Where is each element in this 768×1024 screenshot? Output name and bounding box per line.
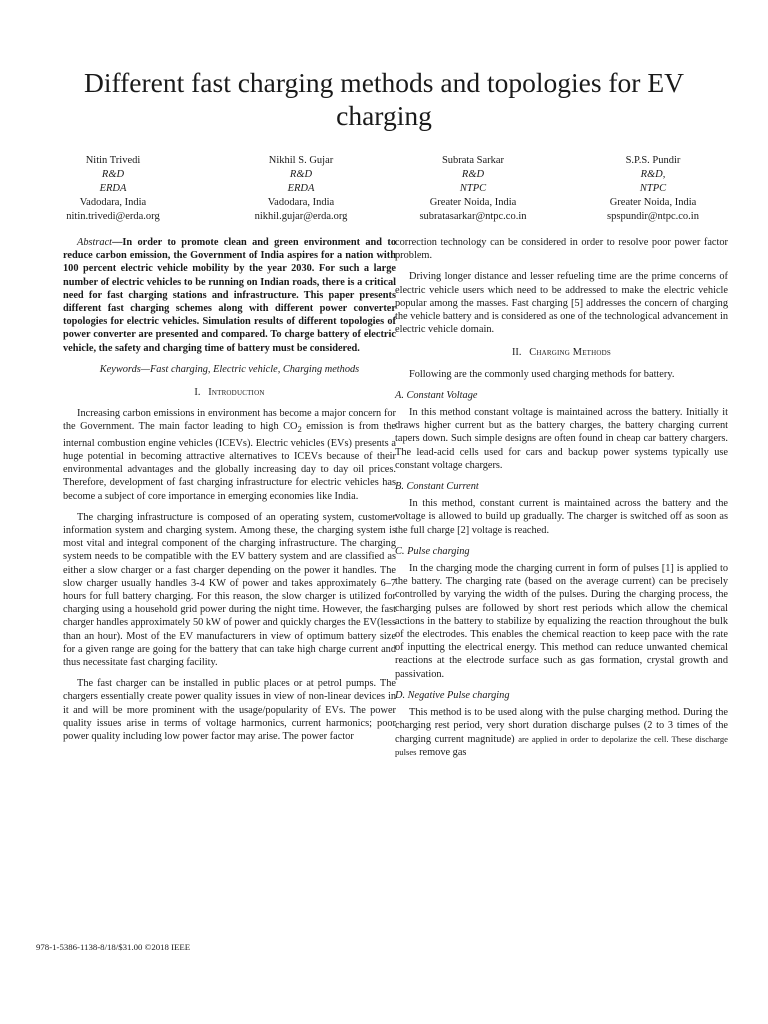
section-heading-introduction [63,386,396,399]
author-email: subratasarkar@ntpc.co.in [419,211,527,222]
paragraph-text: remove gas [416,746,467,758]
author-dept: R&D [289,169,313,180]
subsection-heading: C. Pulse charging [395,545,470,557]
author-name: Subrata Sarkar [441,155,505,166]
author-email: nikhil.gujar@erda.org [254,211,348,222]
author-org: ERDA [287,183,315,194]
paper-title: Different fast charging methods and topologies for EV charging [83,67,685,131]
section-number: II. [511,347,522,359]
paragraph: The charging infrastructure is composed of an operating system, customer information system and charging system. Among these, the charging system is most vital and integral component of the charging infrastructure. The charging system needs to be compatible with the EV battery system and are classified as either a slow charger or a fast charger depending on the power it handles. The slow charger usually handles 3-4 KW of power and takes approximately 6–7 hours for full battery charging. For this reason, the slow charger is utilized for charging using a household grid power during the night time. However, the fast charger handles approximately 50 kW of power and quickly charges the EV(less than an hour). Most of the EV manufacturers in view of optimum battery size for a given range are going for the battery that can take high charge current and thus necessitate fast charging facility. [63,511,396,668]
author-name: S.P.S. Pundir [625,155,681,166]
abstract-text: —In order to promote clean and green environment and to reduce carbon emission, the Government of India aspires for a nation with 100 percent electric vehicle mobility by the year 2030. For such a large number of electric vehicles to be running on Indian roads, there is a critical need for fast charging stations and infrastructure. This paper presents different fast charging schemes along with different power converter topologies for electric vehicles. Simulation results of different topologies of power converter are presented and compared. To charge battery of electric vehicle, the safety and charging time of battery must be considered. [63,237,396,354]
paragraph: Driving longer distance and lesser refueling time are the prime concerns of electric vehicle users which need to be addressed to make the electric vehicle popular among the masses. Fast charging [5] addresses the concern of charging the vehicle battery and is considered as one of the technological advancement in electric vehicle domain. [395,271,728,336]
paragraph: The fast charger can be installed in public places or at petrol pumps. The chargers essentially create power quality issues in view of non-linear devices in it and will be more prominent with the usage/popularity of EVs. The power quality issues arise in terms of voltage harmonics, current harmonics; poor power quality including low power factor may arise. The power factor [63,678,396,742]
author-org: NTPC [459,183,487,194]
author-org: NTPC [639,183,667,194]
keywords: Keywords—Fast charging, Electric vehicle, Charging methods [99,363,360,375]
subsection-heading: A. Constant Voltage [395,389,478,401]
author-location: Vadodara, India [267,197,335,208]
subsection-heading: D. Negative Pulse charging [395,689,510,701]
author-name: Nikhil S. Gujar [268,155,334,166]
author-block [568,154,738,224]
section-heading-charging-methods [395,346,728,359]
paragraph-text: are applied in order to depolarize the cell. These discharge pulses [395,733,728,757]
paragraph-text: Increasing carbon emissions in environment has become a major concern for the Government. The main factor leading to high CO [63,408,396,433]
author-block [28,154,198,224]
author-location: Greater Noida, India [609,197,697,208]
paragraph: In the charging mode the charging current in form of pulses [1] is applied to the battery. The charging rate (based on the average current) can be precisely controlled by varying the width of the pulses. During the charging process, the charging pulses are followed by short rest periods which allow the chemical actions in the battery to stabilize by equalizing the reaction throughout the bulk of the electrodes. This enables the chemical reaction to keep pace with the rate of inputting the electrical energy. This method can reduce unwanted chemical reactions at the electrode surface such as gas formation, crystal growth and passivation. [395,563,728,680]
copyright-footer: 978-1-5386-1138-8/18/$31.00 ©2018 IEEE [36,942,191,952]
author-email: spspundir@ntpc.co.in [607,211,699,222]
subsection-heading: B. Constant Current [395,481,479,493]
paragraph: In this method constant voltage is maintained across the battery. Initially it draws higher current but as the battery charges, the battery charging current tapers down. Such simple designs are often found in cheap car battery chargers. The lead-acid cells used for cars and backup power systems typically use constant voltage chargers. [395,407,728,471]
author-location: Greater Noida, India [429,197,517,208]
paragraph: correction technology can be considered in order to resolve poor power factor problem. [395,237,728,262]
section-title: Introduction [208,387,265,399]
author-location: Vadodara, India [79,197,147,208]
author-email: nitin.trivedi@erda.org [66,211,160,222]
paragraph-text: emission is from the internal combustion engine vehicles (ICEVs). Electric vehicles (EVs) presents a huge potential in becoming attractive alternatives to ICEVs because of their environmental advantages and the globally increasing day to day oil prices. Therefore, development of fast charging infrastructure for electric vehicles has become a subject of core importance in emerging economies like India. [63,421,396,502]
author-block [388,154,558,224]
right-column [395,236,728,767]
paragraph: Following are the commonly used charging methods for battery. [409,368,675,380]
subscript: 2 [297,424,302,435]
author-dept: R&D [101,169,125,180]
paragraph-text: This method is to be used along with the pulse charging method. During the charging rest period, very short duration discharge pulses (2 to 3 times of the charging current magnitude) [395,707,728,745]
paragraph [395,706,728,759]
abstract-label: Abstract [77,237,113,248]
abstract [63,236,396,355]
author-dept: R&D, [640,169,666,180]
section-title: Charging Methods [529,347,612,359]
author-org: ERDA [99,183,127,194]
paragraph: In this method, constant current is maintained across the battery and the voltage is allowed to build up gradually. The charger is switched off as soon as the full charge [2] voltage is reached. [395,498,728,536]
paragraph [63,407,396,502]
author-name: Nitin Trivedi [85,155,141,166]
author-dept: R&D [461,169,485,180]
author-block [216,154,386,224]
left-column [63,236,396,751]
section-number: I. [194,387,201,399]
